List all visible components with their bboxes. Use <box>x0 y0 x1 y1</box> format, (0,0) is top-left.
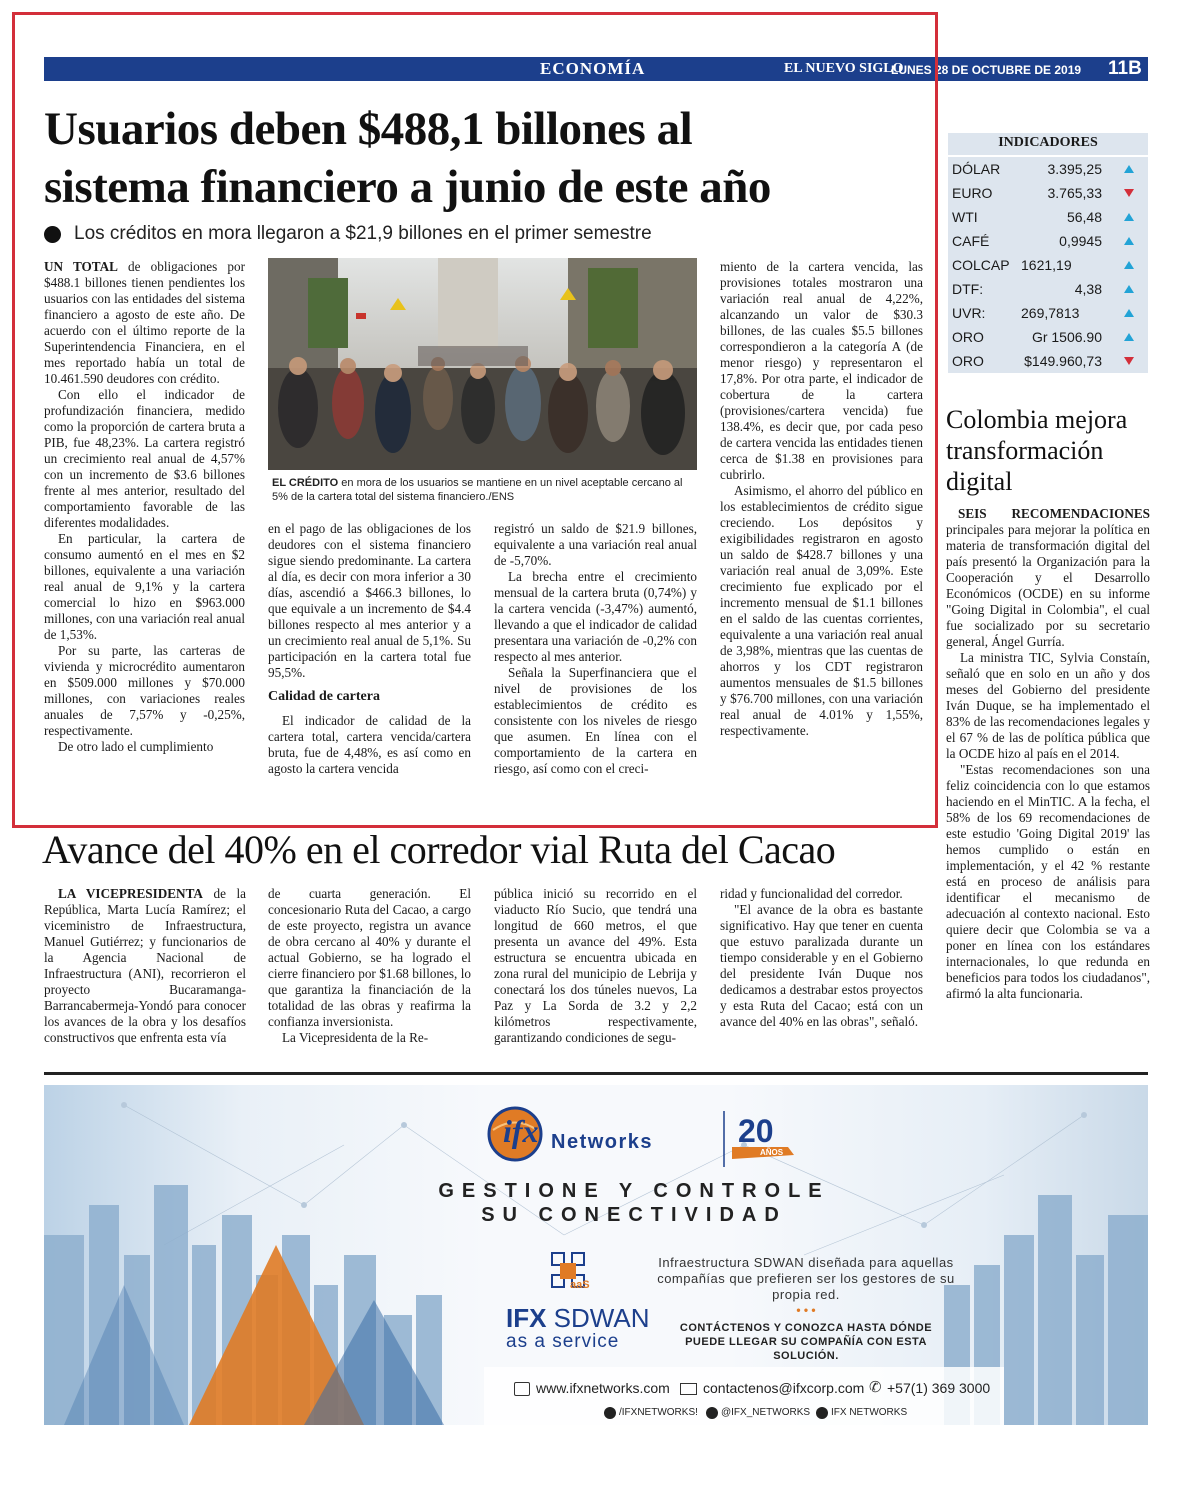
paragraph: de la República, Marta Lucía Ramírez; el viceministro de Infraestructura, Manuel Gutiérrez; y funcionarios de la Agencia Nacional de Infraestructura (ANI), recorrieron el proyecto Bucaramanga-Barrancabermeja-Yondó para conocer los avances de la obra y los desafíos constructivos que enfrenta esta vía <box>44 886 247 1045</box>
paragraph: miento de la cartera vencida, las provisiones totales mostraron una variación real anual de 4,22%, alcanzando un valor de $30.3 billones, de las cuales $5.5 billones correspondieron a la categoría A (de menor riesgo) y representaron el 17,8%. Por otra parte, el indicador de cobertura de la cartera (provisiones/cartera vencida) fue 138.4%, es decir que, por cada peso de cartera vencida las entidades tienen cerca de $1.38 en provisiones para cubrirlo. <box>720 259 923 482</box>
trend-up-icon <box>1124 213 1134 221</box>
paragraph: Señala la Superfinanciera que el nivel de provisiones de los establecimientos de crédito es consistente con los niveles de riesgo que asumen. En línea con el comportamiento de la cartera en riesgo, así como con el creci- <box>494 665 697 776</box>
brand-prefix: ifx <box>503 1113 539 1149</box>
product-subtitle: as a service <box>506 1331 620 1352</box>
paragraph: La brecha entre el crecimiento mensual de la cartera bruta (0,74%) y la cartera vencida (-3,47%) aumentó, llevando a que el indicador de calidad presentara una variación de -0,2% con respecto al mes anterior. <box>494 569 697 664</box>
main-headline-line2: sistema financiero a junio de este año <box>44 161 771 213</box>
trend-up-icon <box>1124 237 1134 245</box>
paragraph: La ministra TIC, Sylvia Constaín, señaló que en solo en un año y dos meses del Gobierno del presidente Iván Duque, se ha implementado el 83% de las recomendaciones legales y el 67 % de las de política pública que la OCDE hizo al país en el 2014. <box>946 650 1150 761</box>
second-headline: Avance del 40% en el corredor vial Ruta del Cacao <box>42 827 836 872</box>
aas-label: aaS <box>570 1279 590 1291</box>
indicator-value: 0,9945 <box>1059 233 1102 249</box>
second-article-column-2 <box>268 886 471 1046</box>
side-article-body <box>946 506 1150 1002</box>
web-icon <box>514 1382 530 1396</box>
separator-dots: • • • <box>796 1303 816 1317</box>
section-subheading: Calidad de cartera <box>268 689 380 704</box>
twitter-icon <box>706 1407 718 1419</box>
indicator-row <box>948 229 1148 254</box>
product-name-rest: SDWAN <box>546 1303 650 1333</box>
article-lead: UN TOTAL <box>44 259 118 274</box>
paragraph: principales para mejorar la política en materia de transformación digital del país presentó la Organización para la Cooperación y el Desarrollo Económicos (OCDE) en su informe "Going Digital in Colombia", el cual fue socializado por su secretario general, Ángel Gurría. <box>946 522 1150 649</box>
indicator-name: COLCAP <box>952 257 1010 273</box>
linkedin-handle[interactable]: IFX NETWORKS <box>831 1407 908 1418</box>
trend-down-icon <box>1124 357 1134 365</box>
highlight-frame <box>12 12 938 828</box>
tagline-line1: GESTIONE Y CONTROLE <box>438 1180 830 1202</box>
paragraph: en el pago de las obligaciones de los deudores con el sistema financiero sigue siendo predominante. La cartera al día, es decir con mora inferior a 30 días, ascendió a $466.3 billones, lo que equivale a un incremento de $4.4 billones respecto al mes anterior y a un crecimiento real anual de 5,1%. Su participación en la cartera total fue 95,5%. <box>268 521 471 680</box>
indicator-name: CAFÉ <box>952 233 990 249</box>
facebook-icon <box>604 1407 616 1419</box>
ad-separator-rule <box>44 1072 1148 1075</box>
indicator-value: 3.765,33 <box>1047 185 1102 201</box>
paragraph: pública inició su recorrido en el viaducto Río Sucio, que tendrá una longitud de 660 metros, el que presenta un avance del 49%. Esta estructura se encuentra ubicada en zona rural del municipio de Lebrija y conectará los dos túneles nuevos, La Paz y La Sorda de 3.2 y 2,2 kilómetros respectivamente, garantizando condiciones de segu- <box>494 886 697 1045</box>
page-number: 11B <box>1108 58 1142 79</box>
trend-up-icon <box>1124 309 1134 317</box>
product-name <box>506 1303 650 1334</box>
email-link[interactable]: contactenos@ifxcorp.com <box>703 1380 865 1396</box>
photo-caption-lead: EL CRÉDITO <box>272 477 339 489</box>
main-headline-line1: Usuarios deben $488,1 billones al <box>44 103 693 155</box>
call-to-action: CONTÁCTENOS Y CONOZCA HASTA DÓNDE PUEDE LLEGAR SU COMPAÑÍA CON ESTA SOLUCIÓN. <box>679 1322 933 1362</box>
indicator-value: Gr 1506.90 <box>1031 329 1102 345</box>
indicator-name: WTI <box>952 209 978 225</box>
indicator-name: DÓLAR <box>952 161 1001 177</box>
website-link[interactable]: www.ifxnetworks.com <box>536 1380 670 1396</box>
main-subhead: Los créditos en mora llegaron a $21,9 billones en el primer semestre <box>74 223 652 244</box>
trend-up-icon <box>1124 165 1134 173</box>
indicator-row <box>948 253 1148 278</box>
paragraph: "Estas recomendaciones son una feliz coincidencia con lo que estamos haciendo en el MinTIC. A la fecha, el 58% de los 69 recomendaciones de este estudio 'Going Digital 2019' las hemos cumplido o están en implementación, y el 42 % restante está en proceso de análisis para identificar el mecanismo de adecuación al contexto nacional. Esto quiere decir que Colombia se va a poner en línea con los estándares internacionales, lo que redunda en beneficios para todos los ciudadanos", afirmó la alta funcionaria. <box>946 762 1150 1001</box>
photo-caption-text: en mora de los usuarios se mantiene en un nivel aceptable cercano al 5% de la cartera total del sistema financiero./ENS <box>272 477 683 503</box>
paragraph: Asimismo, el ahorro del público en los establecimientos de crédito sigue creciendo. Los depósitos y exigibilidades registraron en agosto un saldo de $428.7 billones y una variación real anual de 3,09%. Este crecimiento fue explicado por el incremento mensual de $1.1 billones en el saldo de las cuentas corrientes, equivalente a una variación real anual de 3,98%, mientras que las cuentas de ahorros y los CDT registraron aumentos mensuales de $1.5 billones y $76.700 millones, con una variación real anual de 4.01% y 1,55%, respectivamente. <box>720 483 923 738</box>
paragraph: registró un saldo de $21.9 billones, equivalente a una variación real anual de -5,70%. <box>494 521 697 568</box>
indicator-name: DTF: <box>952 281 984 297</box>
paragraph: El indicador de calidad de la cartera total, cartera vencida/cartera bruta, fue de 4,48%, es así como en agosto la cartera vencida <box>268 713 471 776</box>
indicator-value: $149.960,73 <box>1024 353 1102 369</box>
facebook-handle[interactable]: /IFXNETWORKS! <box>619 1407 698 1418</box>
issue-date: LUNES 28 DE OCTUBRE DE 2019 <box>891 63 1082 77</box>
trend-up-icon <box>1124 285 1134 293</box>
article-lead: LA VICEPRESIDENTA <box>58 886 203 901</box>
indicator-row <box>948 205 1148 230</box>
paragraph: Por su parte, las carteras de vivienda y microcrédito aumentaron en $509.000 millones y $70.000 millones, con variaciones reales anuales de 7,57% y -0,25%, respectivamente. <box>44 643 245 738</box>
twitter-handle[interactable]: @IFX_NETWORKS <box>721 1407 811 1418</box>
indicators-title: INDICADORES <box>998 135 1098 150</box>
indicator-row <box>948 181 1148 206</box>
indicator-value: 1621,19 <box>1021 257 1072 273</box>
ifx-advertisement[interactable] <box>44 1085 1148 1425</box>
tagline-line2: SU CONECTIVIDAD <box>481 1204 787 1226</box>
paragraph: "El avance de la obra es bastante significativo. Hay que tener en cuenta que estuvo paralizada durante un tiempo considerable y en el Gobierno del presidente Iván Duque nos dedicamos a destrabar estos proyectos y esta Ruta del Cacao; está con un avance del 40% en las obras", señaló. <box>720 902 923 1029</box>
paragraph: Con ello el indicador de profundización financiera, medido como la proporción de cartera bruta a PIB, fue 48,23%. La cartera registró un crecimiento real anual de 4,57% con un incremento de $3.6 billones frente al mes anterior, resultado del comportamiento favorable de las diferentes modalidades. <box>44 387 245 530</box>
trend-up-icon <box>1124 333 1134 341</box>
indicator-name: ORO <box>952 353 984 369</box>
linkedin-icon <box>816 1407 828 1419</box>
paragraph: de obligaciones por $488.1 billones tienen pendientes los usuarios con las entidades del sistema financiero a agosto de este año. De acuerdo con el último reporte de la Superintendencia Financiera, en el mes reportado había un total de 10.461.590 deudores con crédito. <box>44 259 245 386</box>
second-article-column-1 <box>44 886 246 1046</box>
section-title: ECONOMÍA <box>540 59 646 78</box>
anniversary-label: AÑOS <box>760 1148 784 1157</box>
trend-up-icon <box>1124 261 1134 269</box>
paragraph: La Vicepresidenta de la Re- <box>282 1030 429 1045</box>
paragraph: de cuarta generación. El concesionario Ruta del Cacao, a cargo de este proyecto, registra un avance de obra cercano al 40% y durante el actual Gobierno, se ha logrado el cierre financiero por $1.68 billones, lo que garantiza la financiación de la totalidad de las obras y reafirma la confianza inversionista. <box>268 886 471 1029</box>
newspaper-name: EL NUEVO SIGLO <box>784 61 904 76</box>
indicator-name: EURO <box>952 185 993 201</box>
paragraph: En particular, la cartera de consumo aumentó en el mes en $2 billones, equivalente a una variación real anual de 9,1% y la cartera comercial lo hizo en $963.000 millones, con una variación real anual de 1,53%. <box>44 531 245 642</box>
anniversary-number: 20 <box>738 1113 774 1149</box>
product-description: Infraestructura SDWAN diseñada para aquellas compañías que prefieren ser los gestores de su propia red. <box>657 1255 955 1302</box>
indicator-row <box>948 157 1148 182</box>
product-name-bold: IFX <box>506 1303 547 1333</box>
indicator-row <box>948 301 1148 326</box>
indicator-row <box>948 277 1148 302</box>
brand-name: Networks <box>551 1131 654 1153</box>
indicator-row <box>948 325 1148 350</box>
paragraph: De otro lado el cumplimiento <box>58 739 214 754</box>
indicator-value: 56,48 <box>1066 209 1102 225</box>
phone-icon: ✆ <box>869 1379 882 1396</box>
mail-icon <box>680 1383 697 1395</box>
second-article-column-4 <box>720 886 923 1030</box>
paragraph: ridad y funcionalidad del corredor. <box>720 886 903 901</box>
article-lead: SEIS RECOMENDACIONES <box>958 506 1150 521</box>
second-article-column-3 <box>494 886 697 1046</box>
trend-down-icon <box>1124 189 1134 197</box>
indicator-name: UVR: <box>952 305 986 321</box>
side-headline: Colombia mejora transformación digital <box>946 405 1128 496</box>
indicator-value: 3.395,25 <box>1047 161 1102 177</box>
indicator-row <box>948 349 1148 374</box>
indicator-value: 269,7813 <box>1021 305 1080 321</box>
indicator-value: 4,38 <box>1074 281 1102 297</box>
indicator-name: ORO <box>952 329 984 345</box>
phone-number[interactable]: +57(1) 369 3000 <box>887 1380 991 1396</box>
